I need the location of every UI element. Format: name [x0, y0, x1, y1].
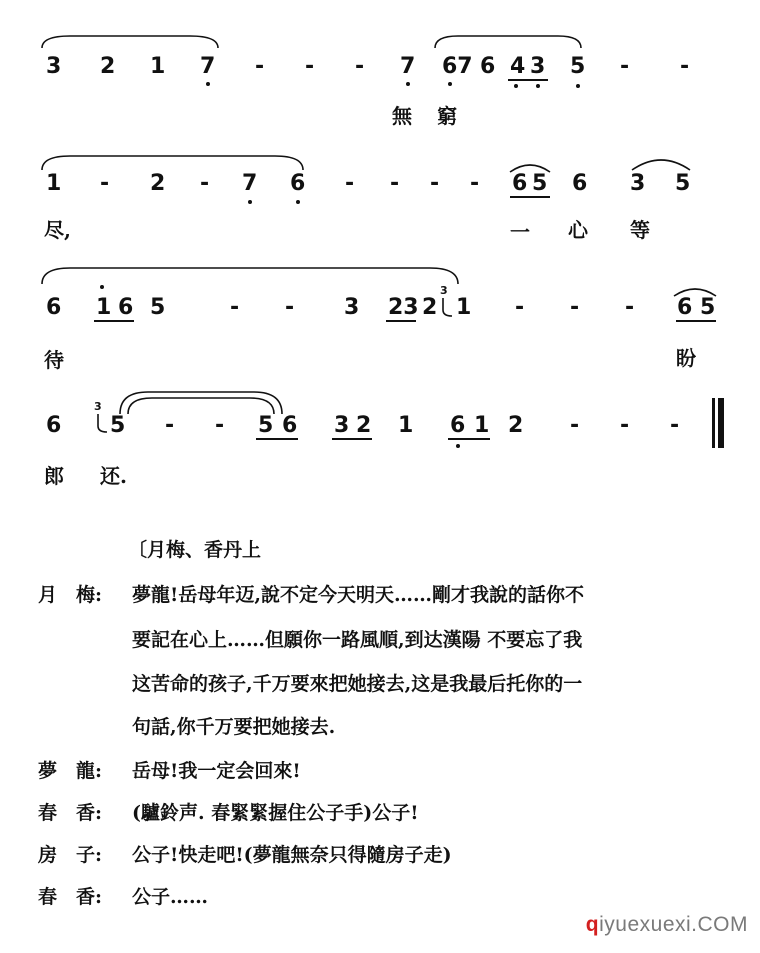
note: 2: [508, 413, 524, 438]
dash: -: [355, 54, 365, 79]
octave-dot: [448, 82, 452, 86]
stage-direction: 〔月梅、香丹上: [128, 539, 262, 561]
dialogue-line: 岳母!我一定会回來!: [132, 760, 301, 782]
lyric: 心: [568, 218, 588, 242]
note: 1: [46, 171, 62, 196]
lyric: 还.: [100, 464, 127, 488]
note: 6: [46, 295, 62, 320]
note: 7: [242, 171, 258, 196]
dash: -: [670, 413, 680, 438]
dash: -: [470, 171, 480, 196]
octave-dot: [576, 84, 580, 88]
note: 6: [46, 413, 62, 438]
note: 2: [150, 171, 166, 196]
watermark: [586, 913, 748, 937]
octave-dot: [514, 84, 518, 88]
dash: -: [285, 295, 295, 320]
tie-slur: [40, 150, 305, 172]
beam: [448, 438, 490, 440]
beam: [332, 438, 372, 440]
watermark-text: iyuexuexi.COM: [599, 913, 748, 936]
dialogue-line: 要記在心上……但願你一路風順,到达漢陽 不要忘了我: [132, 629, 583, 651]
dash: -: [430, 171, 440, 196]
dash: -: [620, 413, 630, 438]
note: 6: [480, 54, 496, 79]
note: 6: [290, 171, 306, 196]
grace-note: 3: [440, 284, 448, 297]
lyric: 窮: [437, 104, 457, 128]
note: 6: [450, 413, 466, 438]
speaker-label: 春 香:: [38, 802, 103, 824]
dash: -: [100, 171, 110, 196]
dash: -: [215, 413, 225, 438]
note: 23: [388, 295, 419, 320]
octave-dot: [248, 200, 252, 204]
note: 2: [100, 54, 116, 79]
beam: [386, 320, 416, 322]
dialogue-line: (驢鈴声. 春緊緊握住公子手)公子!: [132, 802, 419, 824]
octave-dot: [536, 84, 540, 88]
note: 5: [150, 295, 166, 320]
note: 6: [572, 171, 588, 196]
note: 1: [96, 295, 112, 320]
note: 4: [510, 54, 526, 79]
lyric: 尽,: [44, 218, 71, 242]
speaker-label: 月 梅:: [38, 584, 103, 606]
dialogue-line: 夢龍!岳母年迈,說不定今天明天……剛才我說的話你不: [132, 584, 584, 606]
dash: -: [570, 295, 580, 320]
dash: -: [200, 171, 210, 196]
note: 3: [46, 54, 62, 79]
note: 5: [700, 295, 716, 320]
beam: [256, 438, 298, 440]
note: 6: [677, 295, 693, 320]
dash: -: [305, 54, 315, 79]
octave-dot: [296, 200, 300, 204]
lyric: 待: [44, 348, 64, 372]
dash: -: [680, 54, 690, 79]
note: 5: [675, 171, 691, 196]
note: 7: [200, 54, 216, 79]
final-barline-thick: [718, 398, 724, 448]
note: 7: [400, 54, 416, 79]
speaker-label: 春 香:: [38, 886, 103, 908]
tie-slur: [40, 30, 220, 50]
dialogue-line: 公子!快走吧!(夢龍無奈只得隨房子走): [132, 844, 452, 866]
speaker-label: 房 子:: [38, 844, 103, 866]
dash: -: [255, 54, 265, 79]
grace-note: 3: [94, 400, 102, 413]
note: 2: [422, 295, 438, 320]
lyric: 一: [510, 220, 530, 244]
note: 6: [118, 295, 134, 320]
grace-slur: [440, 296, 454, 318]
note: 5: [532, 171, 548, 196]
note: 1: [150, 54, 166, 79]
lyric: 盼: [676, 346, 696, 370]
beam: [508, 79, 548, 81]
note: 1: [398, 413, 414, 438]
dash: -: [515, 295, 525, 320]
lyric: 等: [630, 218, 650, 242]
tie-slur: [40, 262, 460, 286]
dash: -: [570, 413, 580, 438]
beam: [94, 320, 134, 322]
dialogue-line: 句話,你千万要把她接去.: [132, 716, 336, 738]
dash: -: [620, 54, 630, 79]
dialogue-line: 公子……: [132, 886, 209, 908]
tie-slur: [433, 30, 583, 50]
note: 1: [456, 295, 472, 320]
note: 5: [110, 413, 126, 438]
note: 6: [512, 171, 528, 196]
note: 5: [570, 54, 586, 79]
note: 3: [344, 295, 360, 320]
octave-dot: [206, 82, 210, 86]
dash: -: [345, 171, 355, 196]
dash: -: [165, 413, 175, 438]
note: 3: [530, 54, 546, 79]
note: 6: [282, 413, 298, 438]
dash: -: [230, 295, 240, 320]
note: 1: [474, 413, 490, 438]
speaker-label: 夢 龍:: [38, 760, 103, 782]
lyric: 無: [392, 104, 412, 128]
note: 67: [442, 54, 473, 79]
note: 2: [356, 413, 372, 438]
final-barline-thin: [712, 398, 715, 448]
tie-slur: [126, 392, 276, 416]
note: 5: [258, 413, 274, 438]
tie-slur: [630, 152, 692, 172]
octave-dot: [456, 444, 460, 448]
grace-slur: [95, 412, 109, 434]
note: 3: [334, 413, 350, 438]
note: 3: [630, 171, 646, 196]
octave-dot: [100, 285, 104, 289]
beam: [510, 196, 550, 198]
beam: [676, 320, 716, 322]
watermark-initial: q: [585, 913, 600, 936]
lyric: 郎: [44, 464, 64, 488]
octave-dot: [406, 82, 410, 86]
dash: -: [390, 171, 400, 196]
dialogue-line: 这苦命的孩子,千万要來把她接去,这是我最后托你的一: [132, 673, 583, 695]
dash: -: [625, 295, 635, 320]
